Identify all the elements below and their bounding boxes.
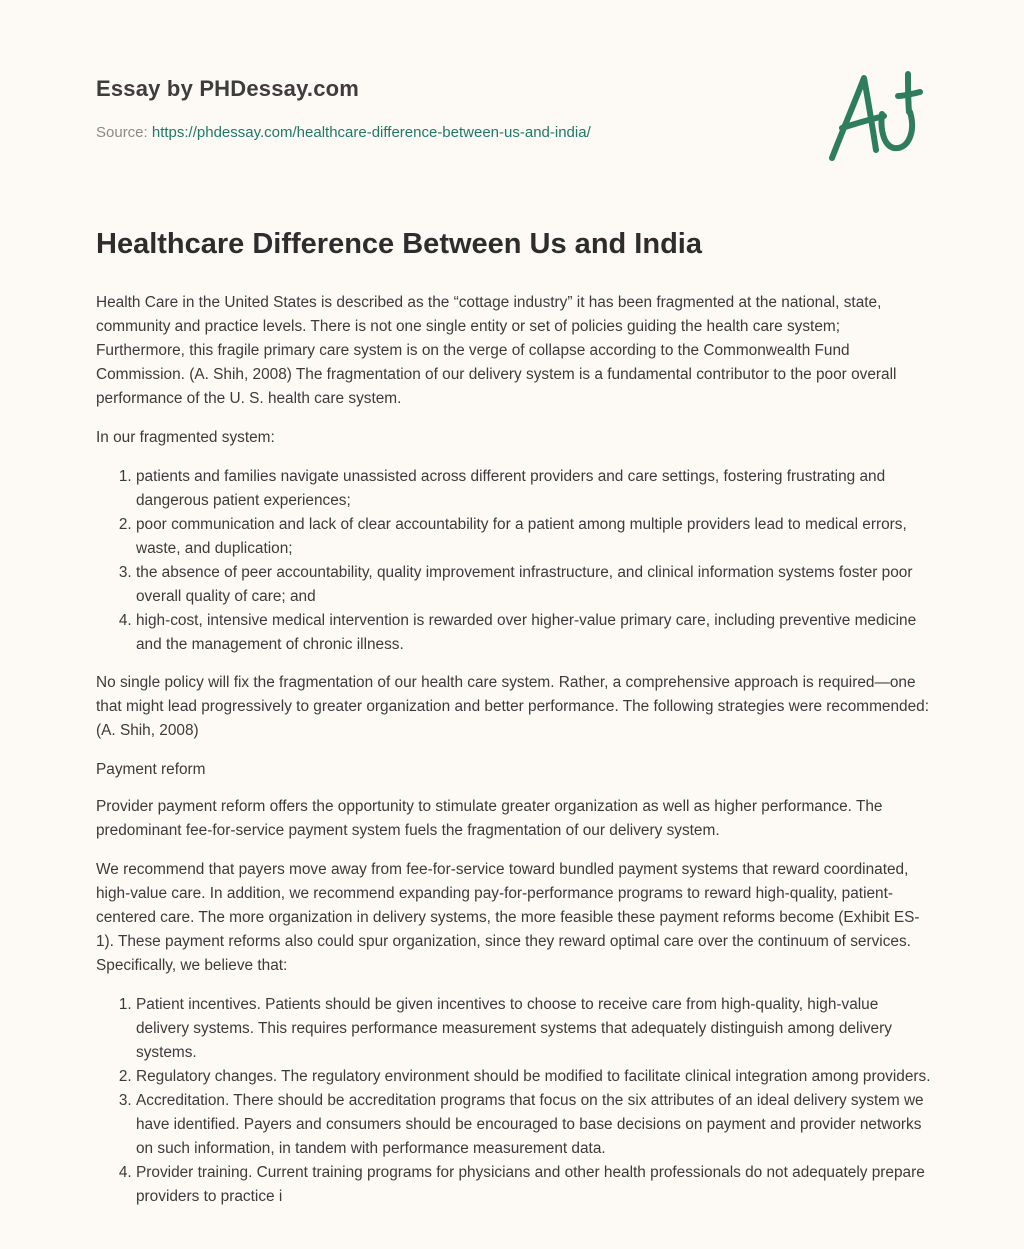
source-line: [96, 124, 591, 141]
list-item: 2. poor communication and lack of clear accountability for a patient among multiple providers lead to medical errors, waste, and duplication;: [136, 513, 932, 561]
list-item: 2. Regulatory changes. The regulatory environment should be modified to facilitate clinical integration among providers.: [136, 1065, 932, 1089]
strategies-list: [96, 993, 932, 1209]
source-label: Source:: [96, 124, 148, 141]
list-item: 3. Accreditation. There should be accreditation programs that focus on the six attributes of an ideal delivery system we have identified. Payers and consumers should be encouraged to base decisions on payment and provider networks on such information, in tandem with performance measurement data.: [136, 1089, 932, 1161]
a-plus-grade-icon: [820, 66, 930, 166]
paragraph-recommendation: We recommend that payers move away from fee-for-service toward bundled payment systems that reward coordinated, high-value care. In addition, we recommend expanding pay-for-performance programs to reward high-quality, patient-centered care. The more organization in delivery systems, the more feasible these payment reforms become (Exhibit ES-1). These payment reforms also could spur organization, since they reward optimal care over the continuum of services. Specifically, we believe that:: [96, 860, 920, 974]
subheading-payment-reform: Payment reform: [96, 760, 206, 778]
article-title: Healthcare Difference Between Us and India: [96, 228, 702, 260]
source-link[interactable]: https://phdessay.com/healthcare-difference-between-us-and-india/: [151, 124, 591, 141]
list-item: 4. high-cost, intensive medical intervention is rewarded over higher-value primary care, including preventive medicine and the management of chronic illness.: [136, 609, 932, 657]
list-item: 1. patients and families navigate unassisted across different providers and care settings, fostering frustrating and dangerous patient experiences;: [136, 465, 932, 513]
article: [96, 224, 932, 1223]
paragraph-no-single-policy: No single policy will fix the fragmentation of our health care system. Rather, a comprehensive approach is required—one that might lead progressively to greater organization and better performance. The following strategies were recommended: (A. Shih, 2008): [96, 673, 929, 739]
list-item: 3. the absence of peer accountability, quality improvement infrastructure, and clinical information systems foster poor overall quality of care; and: [136, 561, 932, 609]
paragraph-fragmented-system: In our fragmented system:: [96, 428, 275, 446]
paragraph-provider-payment: Provider payment reform offers the opportunity to stimulate greater organization as well as higher performance. The predominant fee-for-service payment system fuels the fragmentation of our delivery system.: [96, 797, 883, 839]
list-item: 4. Provider training. Current training programs for physicians and other health professionals do not adequately prepare providers to practice i: [136, 1161, 932, 1209]
list-item: 1. Patient incentives. Patients should be given incentives to choose to receive care from high-quality, high-value delivery systems. This requires performance measurement systems that adequately distinguish among delivery systems.: [136, 993, 932, 1065]
paragraph-intro: Health Care in the United States is described as the “cottage industry” it has been fragmented at the national, state, community and practice levels. There is not one single entity or set of policies guiding the health care system; Furthermore, this fragile primary care system is on the verge of collapse according to the Commonwealth Fund Commission. (A. Shih, 2008) The fragmentation of our delivery system is a fundamental contributor to the poor overall performance of the U. S. health care system.: [96, 293, 897, 407]
fragmentation-list: [96, 465, 932, 657]
site-brand: Essay by PHDessay.com: [96, 76, 360, 101]
